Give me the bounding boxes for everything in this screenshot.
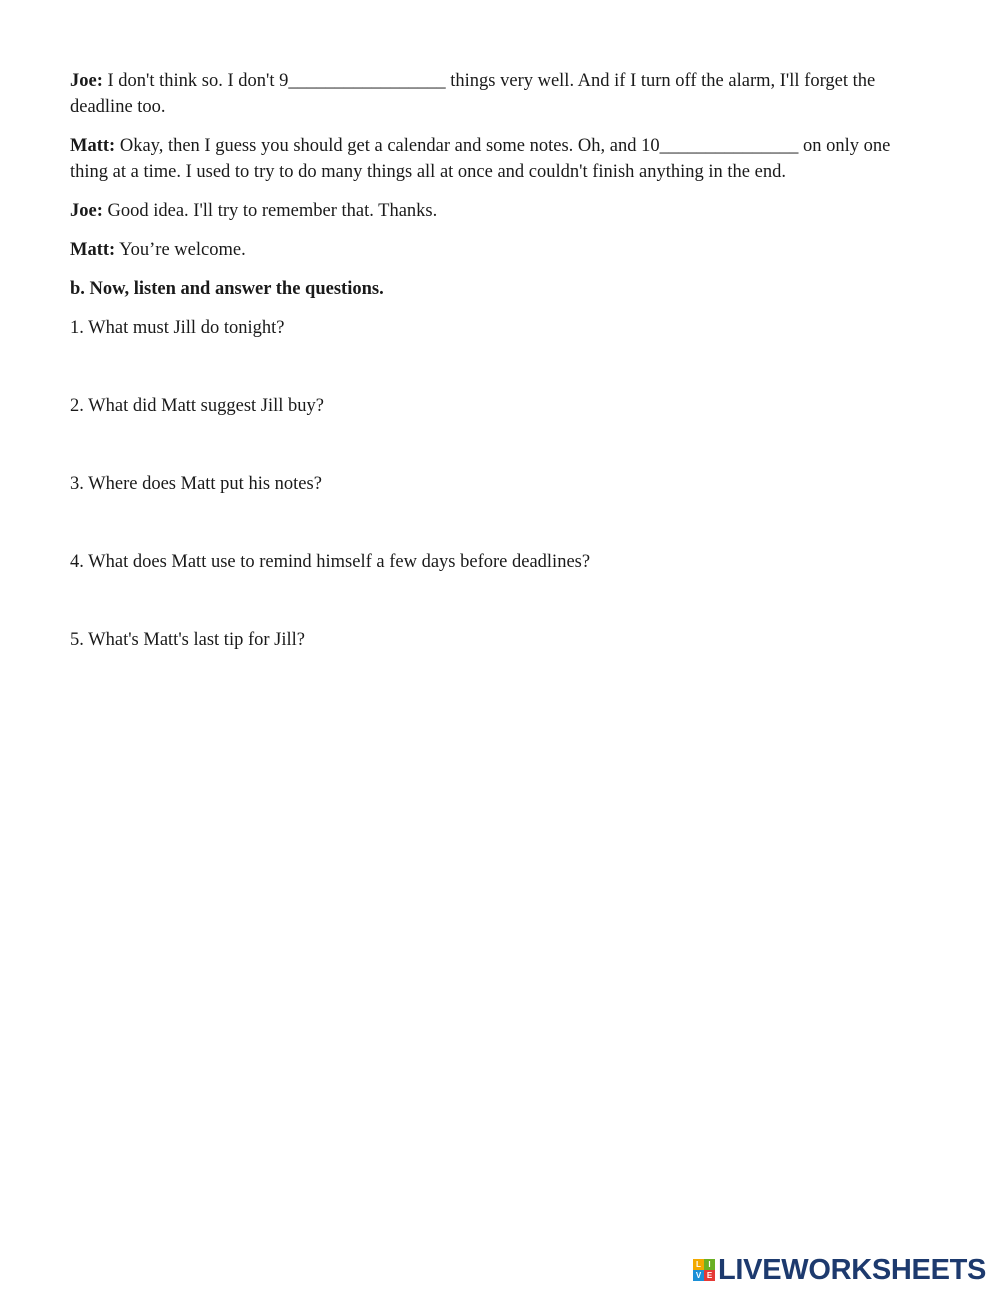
logo-mark-letter: V	[693, 1270, 704, 1281]
question-5: 5. What's Matt's last tip for Jill?	[70, 630, 305, 650]
logo-mark-letter: L	[693, 1259, 704, 1270]
dialogue-text: You’re welcome.	[115, 240, 246, 260]
question-3: 3. Where does Matt put his notes?	[70, 474, 322, 494]
dialogue-text: Okay, then I guess you should get a calendar and some notes. Oh, and 10	[115, 136, 660, 156]
section-b-heading: b. Now, listen and answer the questions.	[70, 279, 384, 299]
dialogue-text: on only one thing at a time. I used to try to do many things all at once and couldn't finish anything in the end.	[70, 136, 891, 182]
speaker-name: Matt:	[70, 136, 116, 156]
speaker-name: Matt:	[70, 240, 116, 260]
question-1: 1. What must Jill do tonight?	[70, 318, 285, 338]
question-4: 4. What does Matt use to remind himself a few days before deadlines?	[70, 552, 591, 572]
liveworksheets-logo-icon	[693, 1259, 715, 1281]
logo-mark-letter: E	[704, 1270, 715, 1281]
dialogue-text: things very well. And if I turn off the alarm, I'll forget the deadline too.	[70, 71, 876, 117]
dialogue-line-joe-1	[70, 68, 932, 120]
answer-blank-10[interactable]: _______________	[659, 136, 799, 156]
speaker-name: Joe:	[70, 201, 103, 221]
speaker-name: Joe:	[70, 71, 103, 91]
dialogue-line-matt-2	[70, 237, 932, 263]
answer-blank-9[interactable]: _________________	[288, 71, 446, 91]
dialogue-text: I don't think so. I don't 9	[102, 71, 289, 91]
dialogue-line-joe-2	[70, 198, 932, 224]
question-2: 2. What did Matt suggest Jill buy?	[70, 396, 325, 416]
logo-text: LIVEWORKSHEETS	[718, 1253, 987, 1286]
worksheet-page	[70, 68, 932, 705]
liveworksheets-logo	[693, 1254, 986, 1286]
logo-mark-letter: I	[704, 1259, 715, 1270]
dialogue-line-matt-1	[70, 133, 932, 185]
dialogue-text: Good idea. I'll try to remember that. Thanks.	[102, 201, 438, 221]
